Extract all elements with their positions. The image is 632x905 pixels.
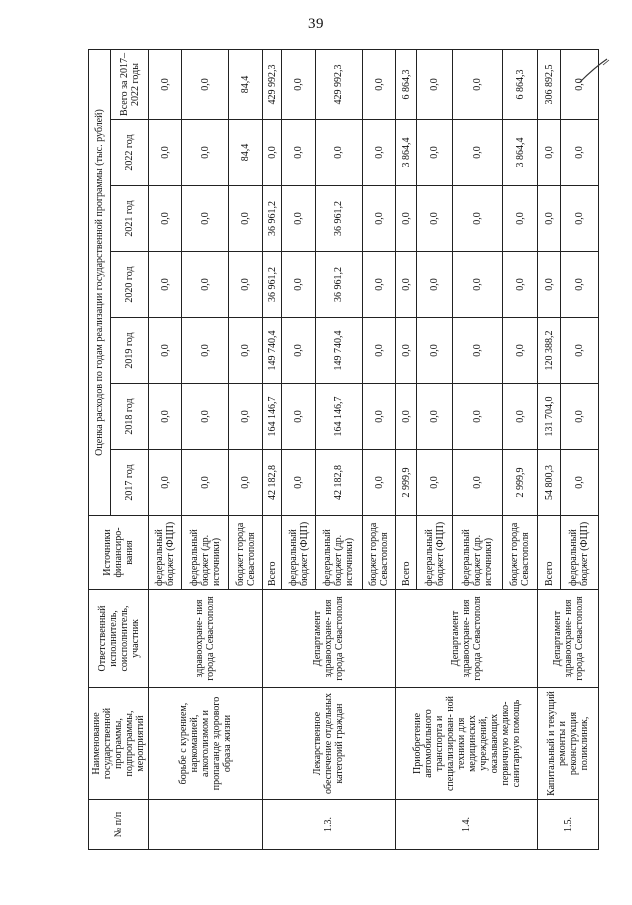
row-amount: 131 704,0 (538, 384, 561, 450)
row-amount: 36 961,2 (315, 186, 362, 252)
row-amount: 0,0 (538, 186, 561, 252)
row-amount: 0,0 (182, 186, 229, 252)
row-funding-source: федеральный бюджет (др. источники) (315, 516, 362, 590)
row-amount: 0,0 (149, 49, 182, 119)
row-amount: 0,0 (229, 384, 262, 450)
row-funding-source: Всего (538, 516, 561, 590)
row-amount: 0,0 (282, 252, 315, 318)
row-amount: 429 992,3 (262, 49, 282, 119)
row-number (149, 800, 263, 850)
row-amount: 0,0 (282, 186, 315, 252)
row-amount: 0,0 (149, 252, 182, 318)
row-funding-source: федеральный бюджет (ФЦП) (417, 516, 453, 590)
row-amount: 0,0 (417, 252, 453, 318)
header-year-2019: 2019 год (111, 318, 149, 384)
row-amount: 0,0 (262, 120, 282, 186)
row-amount: 84,4 (229, 49, 262, 119)
row-amount: 36 961,2 (315, 252, 362, 318)
row-amount: 120 388,2 (538, 318, 561, 384)
row-amount: 0,0 (452, 384, 502, 450)
row-amount: 0,0 (182, 120, 229, 186)
header-year-total: Всего за 2017–2022 годы (111, 49, 149, 119)
row-amount: 0,0 (560, 49, 598, 119)
row-amount: 0,0 (149, 318, 182, 384)
row-amount: 0,0 (396, 318, 417, 384)
row-amount: 0,0 (560, 384, 598, 450)
page-number: 39 (308, 16, 324, 32)
row-amount: 0,0 (362, 120, 395, 186)
row-funding-source: Всего (396, 516, 417, 590)
row-amount: 0,0 (149, 186, 182, 252)
row-amount: 0,0 (149, 384, 182, 450)
row-funding-source: федеральный бюджет (ФЦП) (560, 516, 598, 590)
row-activity-name: Приобретение автомобильного транспорта и специализирован- ной техники для медицинских учреждений, оказывающих первичную медико-санитарную помощь (396, 688, 538, 800)
row-amount: 149 740,4 (262, 318, 282, 384)
row-activity-name: Капитальный и текущий ремонты и реконструкция поликлиник, (538, 688, 599, 800)
row-amount: 0,0 (417, 120, 453, 186)
row-executor: здравоохране- ния города Севастополя (149, 590, 263, 688)
row-funding-source: федеральный бюджет (др. источники) (182, 516, 229, 590)
row-amount: 0,0 (182, 49, 229, 119)
header-num: № п/п (89, 800, 149, 850)
row-amount: 0,0 (452, 186, 502, 252)
row-amount: 0,0 (452, 49, 502, 119)
table-row (149, 49, 182, 849)
row-amount: 0,0 (182, 252, 229, 318)
row-amount: 0,0 (282, 49, 315, 119)
row-amount: 0,0 (282, 120, 315, 186)
header-year-2020: 2020 год (111, 252, 149, 318)
row-executor: Департамент здравоохране- ния города Севастополя (538, 590, 599, 688)
row-amount: 0,0 (315, 120, 362, 186)
row-amount: 2 999,9 (396, 450, 417, 516)
row-amount: 0,0 (560, 120, 598, 186)
row-funding-source: федеральный бюджет (др. источники) (452, 516, 502, 590)
row-amount: 0,0 (502, 252, 538, 318)
row-amount: 0,0 (229, 252, 262, 318)
row-amount: 0,0 (452, 450, 502, 516)
header-executor: Ответственный исполнитель, соисполнитель, участник (89, 590, 149, 688)
rotated-table-container (88, 50, 591, 850)
row-funding-source: федеральный бюджет (ФЦП) (149, 516, 182, 590)
row-amount: 164 146,7 (315, 384, 362, 450)
row-executor: Департамент здравоохране- ния города Севастополя (396, 590, 538, 688)
financing-table (88, 49, 599, 850)
row-amount: 0,0 (452, 252, 502, 318)
row-amount: 429 992,3 (315, 49, 362, 119)
row-amount: 2 999,9 (502, 450, 538, 516)
row-amount: 0,0 (502, 318, 538, 384)
row-amount: 0,0 (182, 450, 229, 516)
row-amount: 0,0 (502, 186, 538, 252)
row-amount: 0,0 (452, 120, 502, 186)
row-number: 1.3. (262, 800, 395, 850)
row-amount: 0,0 (502, 384, 538, 450)
row-activity-name: борьбе с курением, наркоманией, алкоголизмом и пропаганде здорового образа жизни (149, 688, 263, 800)
row-amount: 0,0 (560, 318, 598, 384)
row-amount: 0,0 (417, 318, 453, 384)
row-amount: 0,0 (282, 384, 315, 450)
row-amount: 306 892,5 (538, 49, 561, 119)
header-estimate: Оценка расходов по годам реализации государственной программы (тыс. рублей) (89, 49, 111, 515)
table-body (149, 49, 599, 849)
row-amount: 0,0 (362, 450, 395, 516)
row-amount: 0,0 (560, 186, 598, 252)
row-amount: 164 146,7 (262, 384, 282, 450)
row-amount: 0,0 (362, 252, 395, 318)
row-amount: 6 864,3 (502, 49, 538, 119)
row-funding-source: Всего (262, 516, 282, 590)
row-amount: 0,0 (362, 186, 395, 252)
row-amount: 0,0 (417, 384, 453, 450)
header-year-2017: 2017 год (111, 450, 149, 516)
row-amount: 0,0 (282, 318, 315, 384)
row-amount: 54 800,3 (538, 450, 561, 516)
row-amount: 42 182,8 (262, 450, 282, 516)
row-amount: 0,0 (182, 384, 229, 450)
row-amount: 6 864,3 (396, 49, 417, 119)
row-amount: 0,0 (149, 120, 182, 186)
row-amount: 3 864,4 (396, 120, 417, 186)
row-funding-source: бюджет города Севастополя (229, 516, 262, 590)
row-amount: 3 864,4 (502, 120, 538, 186)
row-amount: 0,0 (396, 384, 417, 450)
row-amount: 0,0 (560, 450, 598, 516)
row-executor: Департамент здравоохране- ния города Севастополя (262, 590, 395, 688)
row-number: 1.5. (538, 800, 599, 850)
row-amount: 0,0 (229, 318, 262, 384)
row-amount: 0,0 (362, 318, 395, 384)
header-sources: Источники финансиро- вания (89, 516, 149, 590)
row-amount: 149 740,4 (315, 318, 362, 384)
row-amount: 84,4 (229, 120, 262, 186)
row-amount: 0,0 (452, 318, 502, 384)
table-row (538, 49, 561, 849)
row-amount: 0,0 (538, 120, 561, 186)
row-amount: 0,0 (396, 186, 417, 252)
row-amount: 0,0 (560, 252, 598, 318)
row-amount: 0,0 (417, 49, 453, 119)
row-amount: 0,0 (282, 450, 315, 516)
row-amount: 0,0 (182, 318, 229, 384)
row-amount: 0,0 (362, 49, 395, 119)
row-activity-name: Лекарственное обеспечение отдельных категорий граждан (262, 688, 395, 800)
header-year-2021: 2021 год (111, 186, 149, 252)
table-row (262, 49, 282, 849)
row-amount: 0,0 (149, 450, 182, 516)
row-amount: 0,0 (396, 252, 417, 318)
row-amount: 36 961,2 (262, 186, 282, 252)
header-name: Наименование государственной программы, подпрограммы, мероприятий (89, 688, 149, 800)
row-funding-source: бюджет города Севастополя (362, 516, 395, 590)
table-row (396, 49, 417, 849)
table-header (89, 49, 149, 849)
header-year-2018: 2018 год (111, 384, 149, 450)
row-funding-source: федеральный бюджет (ФЦП) (282, 516, 315, 590)
row-amount: 0,0 (229, 450, 262, 516)
header-year-2022: 2022 год (111, 120, 149, 186)
row-amount: 0,0 (538, 252, 561, 318)
row-number: 1.4. (396, 800, 538, 850)
row-amount: 0,0 (417, 450, 453, 516)
row-amount: 0,0 (362, 384, 395, 450)
row-amount: 42 182,8 (315, 450, 362, 516)
row-amount: 36 961,2 (262, 252, 282, 318)
row-funding-source: бюджет города Севастополя (502, 516, 538, 590)
row-amount: 0,0 (229, 186, 262, 252)
row-amount: 0,0 (417, 186, 453, 252)
